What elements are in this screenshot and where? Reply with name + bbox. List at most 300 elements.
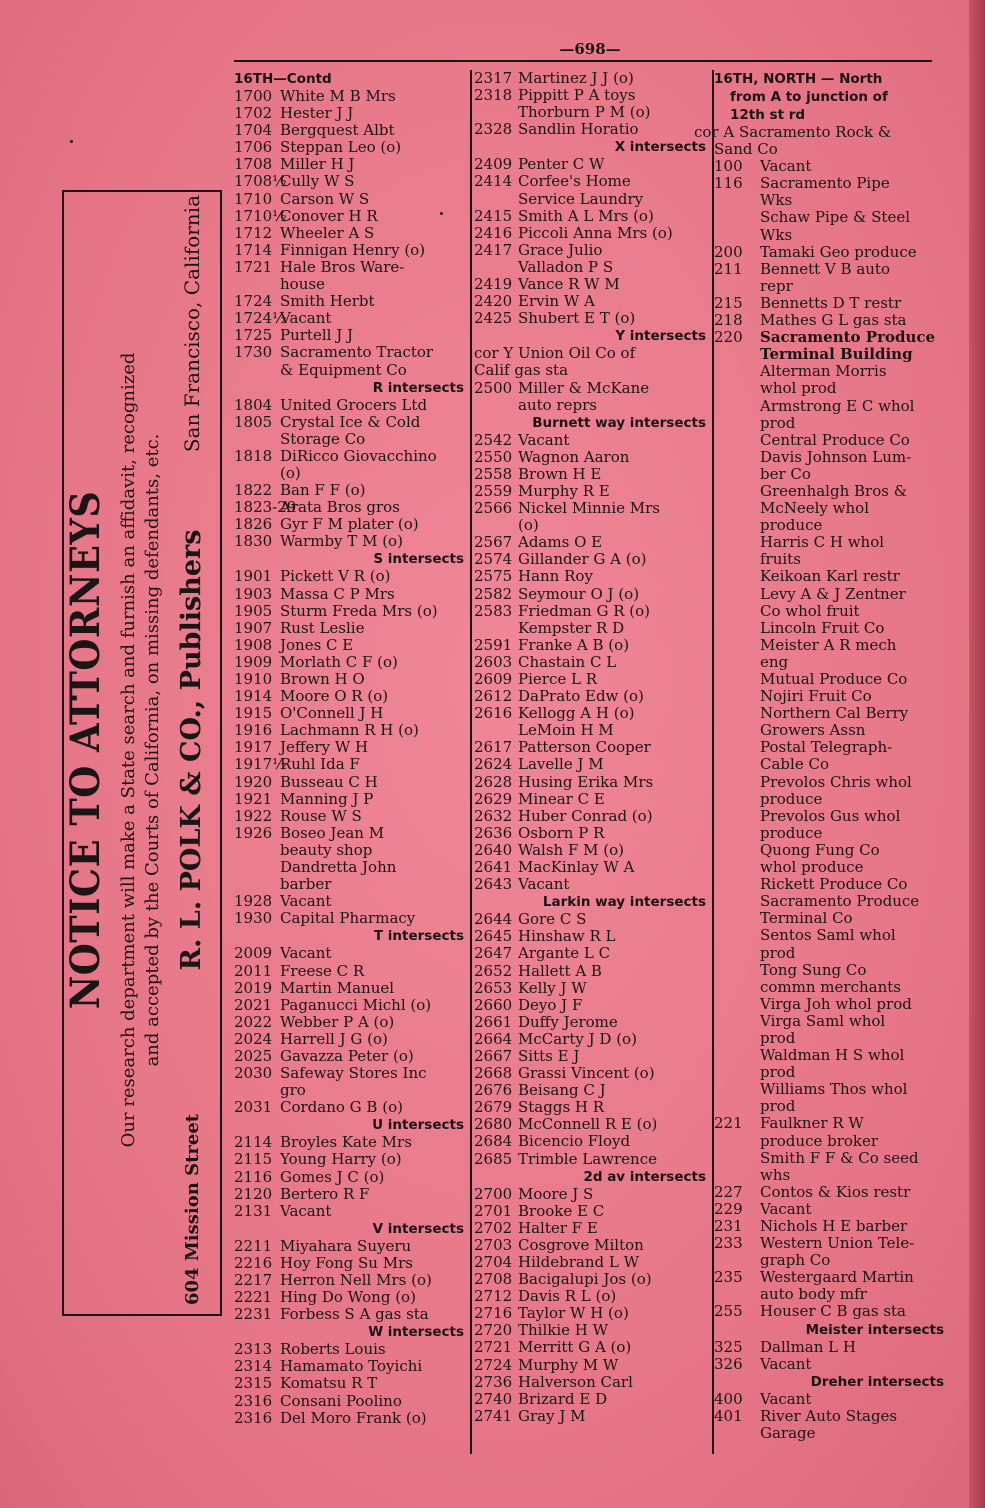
house-number: 2644	[474, 910, 513, 929]
resident-name: Gyr F M plater (o)	[280, 515, 419, 534]
street-heading-line: 16TH, NORTH — North	[714, 71, 883, 87]
directory-entry	[714, 329, 950, 363]
house-number: 1920	[234, 772, 273, 791]
directory-entry	[474, 568, 712, 585]
directory-entry	[714, 705, 950, 739]
house-number: 2221	[234, 1288, 273, 1307]
house-number: 2724	[474, 1355, 513, 1374]
directory-entry	[714, 1184, 950, 1201]
house-number: 1922	[234, 806, 273, 825]
directory-entry	[714, 586, 950, 620]
directory-entry	[234, 997, 470, 1014]
resident-name: McCarty J D (o)	[518, 1029, 637, 1048]
resident-name: Brown H E	[518, 464, 602, 483]
house-number: 2114	[234, 1133, 273, 1152]
house-number: 2328	[474, 120, 513, 139]
cross-street-marker: T intersects	[373, 928, 464, 945]
directory-entry	[474, 380, 712, 414]
directory-entry	[474, 449, 712, 466]
directory-entry	[234, 654, 470, 671]
house-number: 1915	[234, 704, 273, 723]
house-number: 2708	[474, 1270, 513, 1289]
directory-entry	[234, 293, 470, 310]
house-number: 2313	[234, 1340, 273, 1359]
directory-entry	[714, 295, 950, 312]
directory-entry	[474, 756, 712, 773]
house-number: 1712	[234, 223, 273, 242]
cross-street-marker: Dreher intersects	[810, 1373, 944, 1390]
resident-name: Piccoli Anna Mrs (o)	[518, 223, 673, 242]
house-number: 2652	[474, 961, 513, 980]
house-number: 2317	[474, 69, 513, 87]
house-number: 2582	[474, 584, 513, 603]
resident-name: Trimble Lawrence	[518, 1149, 657, 1168]
resident-name: Rust Leslie	[280, 618, 365, 637]
resident-name: Walsh F M (o)	[518, 840, 625, 859]
directory-entry	[714, 1081, 950, 1115]
resident-name: Harris C H whol fruits	[760, 533, 885, 569]
directory-entry	[234, 637, 470, 654]
resident-name: Staggs H R	[518, 1098, 605, 1117]
house-number: 1724	[234, 292, 273, 311]
house-number: 1826	[234, 515, 273, 534]
cross-street-marker: Larkin way intersects	[542, 894, 706, 911]
resident-name: Murphy M W	[518, 1355, 619, 1374]
house-number: 2315	[234, 1374, 273, 1393]
resident-name: Vacant	[518, 875, 570, 894]
house-number: 116	[714, 174, 743, 193]
resident-name: White M B Mrs	[280, 87, 396, 105]
resident-name: Thorburn P M (o)	[518, 103, 651, 122]
directory-entry	[474, 121, 712, 138]
resident-name: Crystal Ice & Cold Storage Co	[280, 412, 421, 448]
directory-entry	[234, 825, 470, 859]
directory-entry	[714, 1235, 950, 1269]
directory-entry	[714, 637, 950, 671]
directory-entry	[714, 876, 950, 893]
resident-name: McConnell R E (o)	[518, 1115, 658, 1134]
directory-entry	[234, 173, 470, 190]
resident-name: Kellogg A H (o)	[518, 704, 635, 723]
resident-name: Greenhalgh Bros & McNeely whol produce	[760, 481, 908, 535]
resident-name: Vacant	[760, 157, 812, 176]
resident-name: Herron Nell Mrs (o)	[280, 1271, 432, 1289]
resident-name: Cordano G B (o)	[280, 1098, 403, 1117]
house-number: 2616	[474, 704, 513, 723]
house-number: 2550	[474, 447, 513, 466]
house-number: 2700	[474, 1184, 513, 1203]
cross-street-marker: X intersects	[614, 139, 706, 156]
house-number: 2417	[474, 240, 513, 259]
directory-entry	[474, 104, 712, 121]
directory-entry	[474, 739, 712, 756]
house-number: 2684	[474, 1132, 513, 1151]
house-number: 1907	[234, 618, 273, 637]
directory-entry	[234, 1186, 470, 1203]
resident-name: Meister A R mech eng	[760, 635, 897, 671]
directory-entry	[234, 414, 470, 448]
resident-name: Rickett Produce Co	[760, 875, 908, 894]
house-number: 2636	[474, 823, 513, 842]
house-number: 2415	[474, 206, 513, 225]
street-heading-line: 12th st rd	[730, 107, 806, 123]
resident-name: Husing Erika Mrs	[518, 772, 654, 791]
resident-name: Western Union Tele- graph Co	[760, 1234, 915, 1270]
directory-entry	[234, 448, 470, 482]
house-number: 2679	[474, 1098, 513, 1117]
cross-street-marker: Y intersects	[615, 328, 706, 345]
resident-name: Del Moro Frank (o)	[280, 1408, 427, 1427]
directory-entry	[474, 825, 712, 842]
directory-entry	[474, 1357, 712, 1374]
resident-name: Virga Saml whol prod	[760, 1011, 886, 1047]
resident-name: LeMoin H M	[518, 721, 614, 740]
resident-name: Dandretta John barber	[280, 858, 397, 894]
corner-entry	[694, 123, 950, 159]
house-number: 2217	[234, 1271, 273, 1289]
house-number: 231	[714, 1217, 743, 1235]
directory-entry	[714, 962, 950, 996]
house-number: 1818	[234, 446, 273, 465]
top-rule	[234, 60, 932, 62]
resident-name: River Auto Stages Garage	[760, 1406, 898, 1442]
directory-entry	[234, 225, 470, 242]
resident-name: Valladon P S	[518, 257, 614, 276]
resident-name: Westergaard Martin auto body mfr	[760, 1268, 914, 1304]
resident-name: Martin Manuel	[280, 978, 395, 997]
resident-name: MacKinlay W A	[518, 858, 635, 877]
house-number: 2316	[234, 1391, 273, 1410]
directory-entry	[714, 534, 950, 568]
resident-name: Massa C P Mrs	[280, 584, 395, 603]
resident-name: Dallman L H	[760, 1337, 856, 1356]
directory-entry	[714, 158, 950, 175]
house-number: 2701	[474, 1201, 513, 1220]
resident-name: Osborn P R	[518, 823, 605, 842]
resident-name: Morlath C F (o)	[280, 652, 398, 671]
house-number: 233	[714, 1234, 743, 1253]
resident-name: Hing Do Wong (o)	[280, 1288, 416, 1307]
resident-name: Prevolos Chris whol produce	[760, 772, 912, 808]
house-number: 1901	[234, 567, 273, 586]
resident-name: Contos & Kios restr	[760, 1182, 911, 1201]
house-number: 221	[714, 1114, 743, 1133]
directory-entry	[234, 705, 470, 722]
resident-name: Keikoan Karl restr	[760, 567, 900, 586]
house-number: 2019	[234, 978, 273, 997]
house-number: 227	[714, 1182, 743, 1201]
house-number: 2640	[474, 840, 513, 859]
house-number: 2653	[474, 978, 513, 997]
house-number: 2612	[474, 687, 513, 706]
directory-entry	[234, 499, 470, 516]
house-number: 1903	[234, 584, 273, 603]
house-number: 1822	[234, 481, 273, 500]
resident-name: DaPrato Edw (o)	[518, 687, 644, 706]
directory-column-1	[234, 70, 470, 1427]
resident-name: Central Produce Co	[760, 430, 910, 449]
resident-name: Kelly J W	[518, 978, 587, 997]
directory-entry	[474, 208, 712, 225]
resident-name: Tong Sung Co commn merchants	[760, 960, 901, 996]
directory-entry	[474, 1288, 712, 1305]
resident-name: Smith F F & Co seed whs	[760, 1148, 919, 1184]
directory-entry	[474, 1065, 712, 1082]
house-number: 1721	[234, 257, 273, 276]
resident-name: Pickett V R (o)	[280, 567, 391, 586]
directory-entry	[474, 1031, 712, 1048]
directory-entry	[714, 483, 950, 534]
resident-name: Brooke E C	[518, 1201, 605, 1220]
resident-name: Davis R L (o)	[518, 1287, 617, 1306]
house-number: 2024	[234, 1029, 273, 1048]
house-number: 2116	[234, 1167, 273, 1186]
resident-name: Freese C R	[280, 961, 365, 980]
house-number: 2011	[234, 961, 273, 980]
directory-entry	[234, 516, 470, 533]
notice-footer	[176, 195, 210, 1305]
directory-entry	[474, 876, 712, 893]
directory-entry	[474, 654, 712, 671]
resident-name: Busseau C H	[280, 772, 378, 791]
cross-street-marker: Meister intersects	[805, 1321, 944, 1338]
directory-entry	[234, 859, 470, 893]
directory-entry	[474, 259, 712, 276]
house-number: 2022	[234, 1012, 273, 1031]
resident-name: Jeffery W H	[280, 738, 369, 757]
house-number: 2009	[234, 944, 273, 963]
directory-entry	[234, 139, 470, 156]
resident-name: Harrell J G (o)	[280, 1029, 388, 1048]
house-number: 1724½	[234, 309, 287, 328]
house-number: 255	[714, 1302, 743, 1321]
directory-entry	[714, 1408, 950, 1442]
resident-name: Hester J J	[280, 104, 354, 123]
directory-entry	[234, 1289, 470, 1306]
directory-entry	[474, 1099, 712, 1116]
resident-name: Hale Bros Ware- house	[280, 257, 405, 294]
directory-entry	[714, 363, 950, 397]
resident-name: Steppan Leo (o)	[280, 138, 402, 157]
directory-entry	[234, 344, 470, 378]
directory-entry	[714, 312, 950, 329]
resident-name: Halverson Carl	[518, 1372, 633, 1391]
resident-name: Sandlin Horatio	[518, 120, 639, 139]
resident-name: Gray J M	[518, 1406, 586, 1425]
resident-name: Murphy R E	[518, 481, 610, 500]
house-number: 325	[714, 1337, 743, 1356]
directory-entry	[714, 1218, 950, 1235]
notice-line-2: and accepted by the Courts of California, on missing defendants, etc.	[142, 433, 163, 1067]
resident-name: Armstrong E C whol prod	[760, 396, 915, 432]
column-divider-1	[470, 70, 472, 1454]
resident-name: Pierce L R	[518, 670, 598, 688]
directory-entry	[474, 928, 712, 945]
house-number: 229	[714, 1199, 743, 1218]
house-number: 2575	[474, 567, 513, 586]
resident-name: Arata Bros gros	[280, 498, 400, 517]
resident-name: Waldman H S whol prod	[760, 1046, 905, 1082]
resident-name: Deyo J F	[518, 995, 583, 1014]
directory-entry	[234, 1014, 470, 1031]
resident-name: Quong Fung Co whol produce	[760, 840, 880, 877]
directory-entry	[234, 893, 470, 910]
directory-entry	[474, 586, 712, 603]
resident-name: Roberts Louis	[280, 1340, 386, 1359]
directory-entry	[714, 1391, 950, 1408]
resident-name: Gillander G A (o)	[518, 550, 647, 569]
house-number: 2661	[474, 1012, 513, 1031]
directory-entry	[234, 688, 470, 705]
resident-name: Webber P A (o)	[280, 1012, 395, 1031]
directory-entry	[234, 208, 470, 225]
house-number: 1917	[234, 738, 273, 757]
directory-entry	[474, 1116, 712, 1133]
resident-name: Seymour O J (o)	[518, 584, 640, 603]
resident-name: Bicencio Floyd	[518, 1132, 631, 1151]
resident-name: Miller & McKane auto reprs	[518, 378, 650, 414]
directory-entry	[474, 276, 712, 293]
directory-entry	[474, 1408, 712, 1425]
house-number: 2425	[474, 309, 513, 328]
house-number: 1805	[234, 412, 273, 431]
directory-entry	[474, 911, 712, 928]
resident-name: Beisang C J	[518, 1081, 606, 1100]
resident-name: Smith Herbt	[280, 292, 375, 311]
resident-name: Nickel Minnie Mrs (o)	[518, 499, 661, 535]
resident-name: Ervin W A	[518, 292, 595, 311]
resident-name: Mathes G L gas sta	[760, 311, 907, 330]
house-number: 2211	[234, 1236, 273, 1255]
directory-entry	[714, 261, 950, 295]
house-number: 2660	[474, 995, 513, 1014]
house-number: 2703	[474, 1235, 513, 1254]
notice-title: NOTICE TO ATTORNEYS	[62, 490, 109, 1010]
resident-name: Argante L C	[518, 944, 611, 963]
house-number: 2609	[474, 670, 513, 688]
directory-entry	[234, 1151, 470, 1168]
resident-name: Cosgrove Milton	[518, 1235, 644, 1254]
directory-entry	[714, 209, 950, 243]
house-number: 2603	[474, 652, 513, 671]
directory-entry	[474, 842, 712, 859]
resident-name: Merritt G A (o)	[518, 1338, 632, 1357]
resident-name: Davis Johnson Lum- ber Co	[760, 447, 912, 483]
resident-name: Sacramento Produce Terminal Building	[760, 328, 936, 364]
directory-entry	[234, 945, 470, 962]
resident-name: Hamamato Toyichi	[280, 1357, 423, 1376]
house-number: 1710	[234, 189, 273, 208]
column-heading: 16TH—Contd	[234, 71, 332, 87]
corner-entry	[474, 345, 712, 379]
house-number: 2736	[474, 1372, 513, 1391]
directory-entry	[474, 1220, 712, 1237]
resident-name: Finnigan Henry (o)	[280, 240, 426, 259]
directory-entry	[234, 327, 470, 344]
resident-name: Houser C B gas sta	[760, 1302, 907, 1321]
resident-name: Friedman G R (o)	[518, 601, 650, 620]
directory-entry	[474, 1271, 712, 1288]
directory-entry	[474, 1374, 712, 1391]
directory-entry	[474, 637, 712, 654]
house-number: 2632	[474, 806, 513, 825]
house-number: 2231	[234, 1305, 273, 1324]
directory-entry	[234, 756, 470, 773]
resident-name: Bacigalupi Jos (o)	[518, 1270, 652, 1289]
resident-name: Hildebrand L W	[518, 1253, 640, 1271]
resident-name: Sitts E J	[518, 1046, 580, 1065]
house-number: 1908	[234, 635, 273, 654]
house-number: 2500	[474, 378, 513, 397]
directory-entry	[714, 175, 950, 209]
house-number: 1700	[234, 87, 273, 105]
cross-street-marker: 2d av intersects	[583, 1168, 706, 1185]
directory-entry	[474, 156, 712, 173]
directory-entry	[474, 1391, 712, 1408]
house-number: 235	[714, 1268, 743, 1287]
directory-entry	[234, 910, 470, 927]
house-number: 1909	[234, 652, 273, 671]
directory-entry	[474, 173, 712, 207]
resident-name: Hann Roy	[518, 567, 593, 586]
resident-name: Nichols H E barber	[760, 1217, 908, 1235]
directory-entry	[474, 1133, 712, 1150]
house-number: 218	[714, 311, 743, 330]
directory-entry	[714, 996, 950, 1013]
house-number: 100	[714, 157, 743, 176]
directory-column-2	[474, 70, 712, 1425]
resident-name: Consani Poolino	[280, 1391, 402, 1410]
house-number: 1830	[234, 532, 273, 551]
resident-name: Franke A B (o)	[518, 635, 630, 654]
house-number: 2583	[474, 601, 513, 620]
resident-name: Brown H O	[280, 670, 365, 688]
resident-name: Sacramento Pipe Wks	[760, 174, 890, 210]
house-number: 2668	[474, 1064, 513, 1083]
directory-entry	[714, 893, 950, 927]
resident-name: Sturm Freda Mrs (o)	[280, 601, 438, 620]
house-number: 326	[714, 1354, 743, 1373]
house-number: 2704	[474, 1253, 513, 1271]
directory-entry	[234, 1065, 470, 1099]
resident-name: Gore C S	[518, 910, 587, 929]
house-number: 1910	[234, 670, 273, 688]
cross-street-marker: U intersects	[372, 1117, 464, 1134]
directory-entry	[234, 1306, 470, 1323]
house-number: 2667	[474, 1046, 513, 1065]
house-number: 1914	[234, 687, 273, 706]
house-number: 1730	[234, 343, 273, 362]
resident-name: Patterson Cooper	[518, 738, 651, 757]
house-number: 1708	[234, 155, 273, 174]
entry-text: cor Y Union Oil Co of Calif gas sta	[474, 344, 636, 380]
house-number: 211	[714, 259, 743, 278]
directory-entry	[714, 1150, 950, 1184]
directory-entry	[714, 1013, 950, 1047]
directory-entry	[234, 191, 470, 208]
resident-name: Ruhl Ida F	[280, 755, 360, 774]
house-number: 2676	[474, 1081, 513, 1100]
directory-entry	[234, 482, 470, 499]
directory-entry	[234, 1375, 470, 1392]
resident-name: Williams Thos whol prod	[760, 1080, 908, 1116]
entry-text: cor A Sacramento Rock & Sand Co	[694, 123, 892, 159]
directory-entry	[234, 1134, 470, 1151]
house-number: 2414	[474, 172, 513, 191]
house-number: 2685	[474, 1149, 513, 1168]
resident-name: Grace Julio	[518, 240, 603, 259]
directory-entry	[474, 87, 712, 104]
